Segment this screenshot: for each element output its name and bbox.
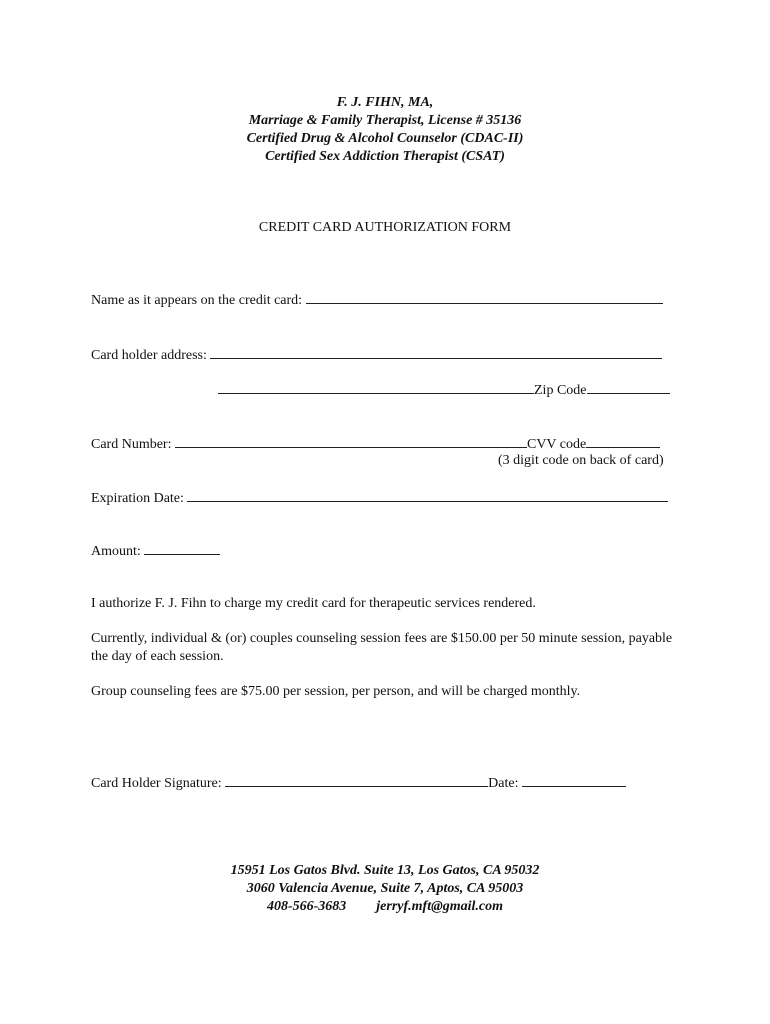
amount-input-line[interactable]	[144, 541, 220, 555]
address-input-line[interactable]	[210, 345, 662, 359]
letterhead	[0, 94, 770, 166]
license-line: Marriage & Family Therapist, License # 35136	[248, 113, 522, 128]
cdac-line: Certified Drug & Alcohol Counselor (CDAC-II)	[246, 131, 524, 146]
name-label: Name as it appears on the credit card:	[91, 293, 303, 308]
address-line2-input[interactable]	[218, 380, 534, 394]
address-zip-row	[218, 380, 670, 400]
cvv-label: CVV code	[526, 437, 587, 452]
fees-text: Currently, individual & (or) couples counseling session fees are $150.00 per 50 minute session, payable the day of each session.	[91, 631, 673, 664]
expiration-field-row	[91, 488, 668, 508]
expiration-label: Expiration Date:	[91, 491, 184, 506]
expiration-input-line[interactable]	[187, 488, 668, 502]
cvv-input-line[interactable]	[586, 434, 660, 448]
therapist-name: F. J. FIHN, MA,	[336, 95, 434, 110]
zip-label: Zip Code	[534, 383, 587, 398]
card-number-label: Card Number:	[91, 437, 172, 452]
amount-field-row	[91, 541, 220, 561]
amount-label: Amount:	[91, 544, 141, 559]
csat-line: Certified Sex Addiction Therapist (CSAT)	[265, 149, 505, 164]
card-number-input-line[interactable]	[175, 434, 527, 448]
cvv-note: (3 digit code on back of card)	[498, 453, 664, 468]
footer-address-2: 3060 Valencia Avenue, Suite 7, Aptos, CA 95003	[246, 881, 524, 896]
card-number-row	[91, 434, 660, 454]
address-field-row	[91, 345, 662, 365]
signature-row	[91, 773, 626, 793]
name-input-line[interactable]	[306, 290, 663, 304]
group-fees-text: Group counseling fees are $75.00 per session, per person, and will be charged monthly.	[91, 684, 581, 699]
footer-email: jerryf.mft@gmail.com	[376, 899, 504, 914]
footer-address-1: 15951 Los Gatos Blvd. Suite 13, Los Gatos, CA 95032	[230, 863, 540, 878]
zip-input-line[interactable]	[587, 380, 670, 394]
date-label: Date:	[488, 776, 519, 791]
footer-contact	[0, 862, 770, 916]
date-input-line[interactable]	[522, 773, 626, 787]
signature-input-line[interactable]	[225, 773, 488, 787]
address-label: Card holder address:	[91, 348, 207, 363]
authorization-text: I authorize F. J. Fihn to charge my credit card for therapeutic services rendered.	[91, 596, 536, 611]
footer-phone-email	[0, 898, 770, 916]
form-title: CREDIT CARD AUTHORIZATION FORM	[258, 220, 512, 235]
footer-phone: 408-566-3683	[266, 899, 347, 914]
name-field-row	[91, 290, 663, 310]
signature-label: Card Holder Signature:	[91, 776, 222, 791]
